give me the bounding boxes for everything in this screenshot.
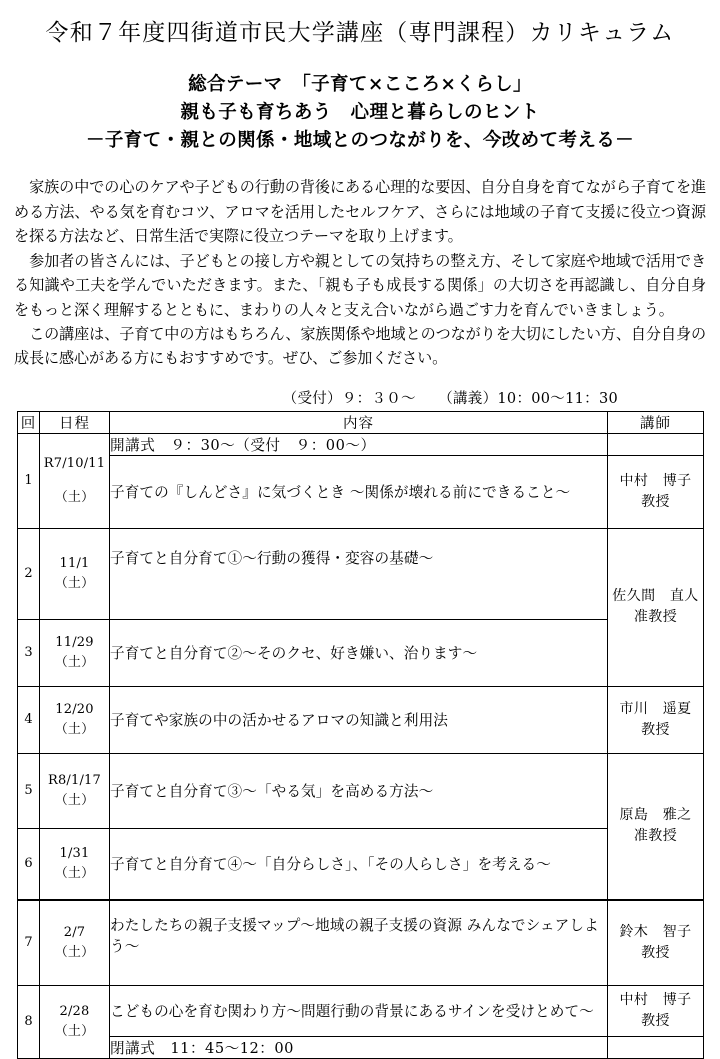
cell-lecturer	[608, 985, 704, 1036]
cell-session-content: 子育てと自分育て②～そのクセ、好き嫌い、治ります～	[110, 619, 608, 686]
lecturer-title: 准教授	[633, 828, 678, 845]
date-main: 1/31	[59, 846, 90, 862]
cell-session-date	[40, 433, 110, 528]
column-header-lecturer: 講師	[608, 411, 704, 433]
lecturer-name: 中村 博子	[619, 472, 692, 489]
table-row	[18, 900, 704, 986]
table-row	[18, 433, 704, 455]
column-header-no: 回	[18, 411, 40, 433]
cell-session-content: 子育てや家族の中の活かせるアロマの知識と利用法	[110, 686, 608, 753]
date-day-of-week: （土）	[54, 944, 95, 960]
intro-paragraph-2: 参加者の皆さんには、子どもとの接し方や親としての気持ちの整え方、そして家庭や地域で活用できる知識や工夫を学んでいただきます。また、「親も子も成長する関係」の大切さを再認識し、自分自身をもっと深く理解するとともに、まわりの人々と支え合いながら過ごす力を育んでいきましょう。	[14, 251, 706, 319]
curriculum-document-page	[0, 18, 720, 1058]
cell-session-content: こどもの心を育む関わり方～問題行動の背景にあるサインを受けとめて～	[110, 985, 608, 1036]
date-main: 2/7	[63, 925, 86, 941]
cell-session-content: 子育てと自分育て③～「やる気」を高める方法～	[110, 753, 608, 828]
lecturer-title: 教授	[641, 944, 670, 961]
cell-session-date	[40, 528, 110, 619]
schedule-table	[17, 411, 704, 1059]
theme-block	[0, 71, 720, 155]
table-row	[18, 753, 704, 828]
intro-paragraph-3: この講座は、子育て中の方はもちろん、家族関係や地域とのつながりを大切にしたい方、自分自身の成長に感心がある方にもおすすめです。ぜひ、ご参加ください。	[14, 325, 706, 368]
date-day-of-week: （土）	[54, 654, 95, 670]
cell-session-date	[40, 619, 110, 686]
lecturer-title: 教授	[641, 721, 670, 738]
cell-session-content: 子育てと自分育て①～行動の獲得・変容の基礎～	[110, 528, 608, 619]
theme-line-2: 親も子も育ちあう 心理と暮らしのヒント	[180, 102, 540, 124]
cell-session-no: 8	[18, 985, 40, 1058]
cell-closing-ceremony: 閉講式 11：45～12：00	[110, 1036, 608, 1058]
date-day-of-week: （土）	[54, 865, 95, 881]
lecturer-name: 原島 雅之	[619, 807, 692, 824]
date-main: 11/1	[59, 556, 90, 572]
date-main: R8/1/17	[47, 773, 102, 789]
lecturer-title: 准教授	[633, 609, 678, 626]
column-header-content: 内容	[110, 411, 608, 433]
date-day-of-week: （土）	[54, 489, 95, 505]
cell-session-no: 7	[18, 900, 40, 986]
table-header-row	[18, 411, 704, 433]
cell-lecturer	[608, 528, 704, 686]
cell-session-content: 子育てと自分育て④～「自分らしさ」、「その人らしさ」を考える～	[110, 828, 608, 900]
table-row	[18, 828, 704, 900]
table-row	[18, 985, 704, 1036]
date-main: 11/29	[55, 635, 94, 651]
date-main: R7/10/11	[43, 456, 106, 472]
cell-opening-ceremony: 開講式 ９：30～（受付 ９：00～）	[110, 433, 608, 455]
cell-session-content: わたしたちの親子支援マップ～地域の親子支援の資源 みんなでシェアしよう～	[110, 900, 608, 986]
theme-line-1: 総合テーマ 「子育て×こころ×くらし」	[188, 74, 532, 96]
lecturer-title: 教授	[641, 493, 670, 510]
date-day-of-week: （土）	[54, 792, 95, 808]
cell-session-no: 4	[18, 686, 40, 753]
table-row	[18, 619, 704, 686]
date-day-of-week: （土）	[54, 1023, 95, 1039]
cell-lecturer	[608, 686, 704, 753]
cell-session-date	[40, 900, 110, 986]
table-row	[18, 455, 704, 528]
theme-line-3: －子育て・親との関係・地域とのつながりを、今改めて考える－	[85, 130, 635, 152]
lecturer-name: 市川 遥夏	[619, 700, 692, 717]
cell-session-date	[40, 828, 110, 900]
lecturer-title: 教授	[641, 1012, 670, 1029]
schedule-table-wrapper	[17, 411, 703, 1059]
lecturer-name: 鈴木 智子	[619, 923, 692, 940]
table-row	[18, 686, 704, 753]
cell-lecturer-spacer	[608, 433, 704, 455]
page-title: 令和７年度四街道市民大学講座（専門課程）カリキュラム	[45, 20, 675, 46]
cell-session-date	[40, 753, 110, 828]
lecturer-name: 中村 博子	[619, 991, 692, 1008]
cell-session-date	[40, 985, 110, 1058]
cell-session-date	[40, 686, 110, 753]
column-header-date: 日程	[40, 411, 110, 433]
cell-session-no: 5	[18, 753, 40, 828]
lecturer-name: 佐久間 直人	[612, 588, 699, 605]
date-main: 12/20	[55, 702, 94, 718]
intro-paragraph-1: 家族の中での心のケアや子どもの行動の背後にある心理的な要因、自分自身を育てながら子育てを進める方法、やる気を育むコツ、アロマを活用したセルフケア、さらには地域の子育て支援に役立つ資源を探る方法など、日常生活で実際に役立つテーマを取り上げます。	[14, 178, 706, 246]
cell-lecturer	[608, 900, 704, 986]
date-day-of-week: （土）	[54, 575, 95, 591]
cell-session-content: 子育ての『しんどさ』に気づくとき ～関係が壊れる前にできること～	[110, 455, 608, 528]
cell-session-no: 1	[18, 433, 40, 528]
intro-body-text	[14, 175, 706, 371]
cell-session-no: 3	[18, 619, 40, 686]
table-row	[18, 528, 704, 619]
date-day-of-week: （土）	[54, 721, 95, 737]
cell-lecturer	[608, 455, 704, 528]
reception-time-note: （受付）９：３０～ （講義）10：00～11：30	[282, 390, 618, 407]
cell-session-no: 6	[18, 828, 40, 900]
cell-lecturer	[608, 753, 704, 900]
cell-session-no: 2	[18, 528, 40, 619]
date-main: 2/28	[59, 1004, 90, 1020]
